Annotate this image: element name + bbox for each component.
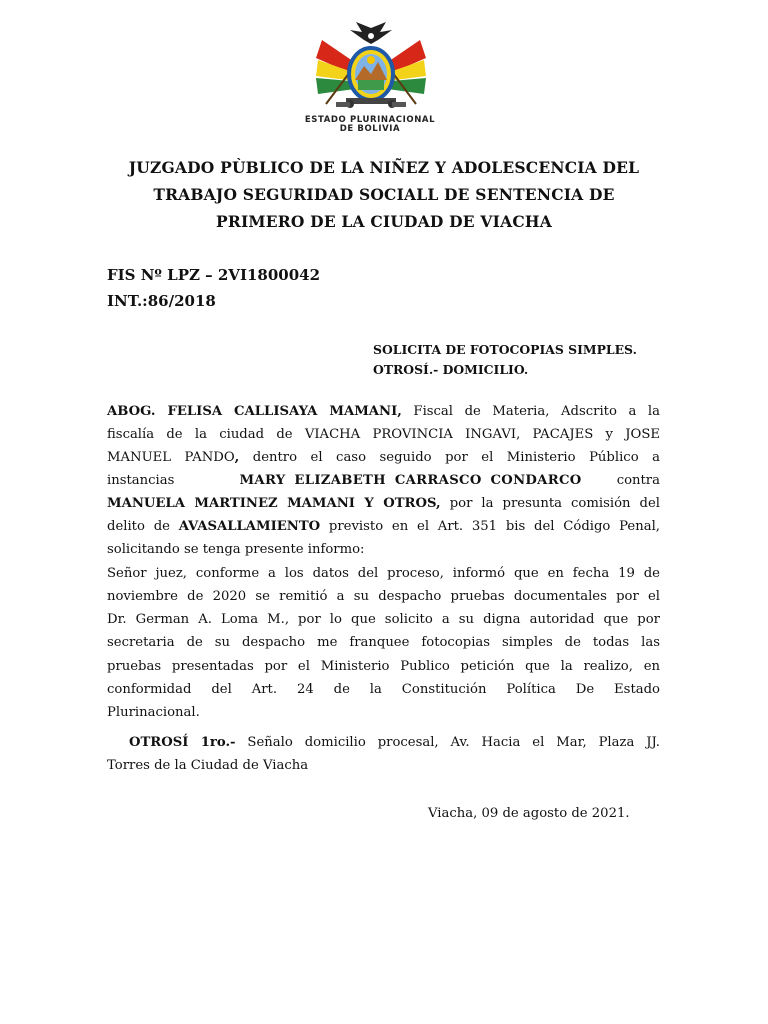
body-line: solicitando se tenga presente informo: [107, 542, 365, 557]
body-line [107, 469, 660, 492]
int-number: INT.:86/2018 [107, 292, 216, 310]
coat-of-arms-icon [306, 18, 436, 112]
prosecutor-name: ABOG. FELISA CALLISAYA MAMANI, [107, 404, 402, 419]
body-line: secretaria de su despacho me franquee fotocopias simples de todas las [107, 635, 660, 650]
body-text: MANUEL PANDO [107, 450, 235, 465]
body-line: Torres de la Ciudad de Viacha [107, 758, 309, 773]
defendant-name: MANUELA MARTINEZ MAMANI Y OTROS, [107, 496, 441, 511]
complainant-name: MARY ELIZABETH CARRASCO CONDARCO [239, 473, 582, 488]
body-text: instancias [107, 473, 175, 488]
body-line [107, 446, 660, 469]
body-text: delito de [107, 519, 179, 534]
body-text: por la presunta comisión del [440, 496, 661, 511]
body-line: pruebas presentadas por el Ministerio Publico petición que la realizo, en [107, 659, 660, 674]
body-line: noviembre de 2020 se remitió a su despacho pruebas documentales por el [107, 589, 660, 604]
body-text: dentro el caso seguido por el Ministerio Público a [239, 450, 660, 465]
body-line: Señor juez, conforme a los datos del proceso, informó que en fecha 19 de [107, 566, 660, 581]
body-line: Dr. German A. Loma M., por lo que solicito a su digna autoridad que por [107, 612, 660, 627]
body-line [107, 400, 660, 423]
body-line: conformidad del Art. 24 de la Constitución Política De Estado [107, 682, 660, 697]
court-title-line2: TRABAJO SEGURIDAD SOCIALL DE SENTENCIA DE [153, 185, 615, 204]
fis-number: FIS Nº LPZ – 2VI1800042 [107, 266, 321, 284]
court-title-line1: JUZGADO PÙBLICO DE LA NIÑEZ Y ADOLESCENCIA DEL [128, 158, 640, 177]
emblem-caption-line1: ESTADO PLURINACIONAL [304, 115, 436, 125]
otrosi-line [129, 731, 660, 754]
body-text: contra [616, 473, 660, 488]
subject-line1: SOLICITA DE FOTOCOPIAS SIMPLES. [373, 342, 637, 357]
emblem-caption-line2: DE BOLIVIA [339, 124, 401, 134]
otrosi-label: OTROSÍ 1ro.- [129, 735, 236, 750]
body-text: Señalo domicilio procesal, Av. Hacia el Mar, Plaza JJ. [235, 735, 660, 750]
body-text: previsto en el Art. 351 bis del Código Penal, [320, 519, 660, 534]
subject-line2: OTROSÍ.- DOMICILIO. [373, 362, 529, 377]
court-title-line3: PRIMERO DE LA CIUDAD DE VIACHA [216, 212, 552, 231]
body-line [107, 515, 660, 538]
body-line: Plurinacional. [107, 705, 200, 720]
body-line: fiscalía de la ciudad de VIACHA PROVINCIA INGAVI, PACAJES y JOSE [107, 427, 660, 442]
crime-name: AVASALLAMIENTO [178, 519, 321, 534]
body-line [107, 492, 660, 515]
signature-date: Viacha, 09 de agosto de 2021. [428, 806, 630, 821]
body-comma: , [234, 450, 240, 465]
body-text: Fiscal de Materia, Adscrito a la [401, 404, 660, 419]
